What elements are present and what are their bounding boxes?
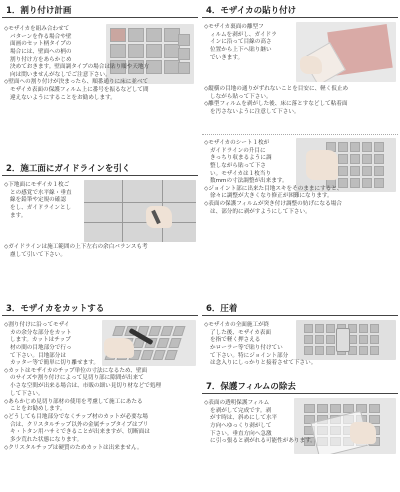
text-line: モザイカ表面の保護フィルム上に番号を振るなどして間 (10, 87, 149, 94)
text-line: ◇どうしても目地部分でなくチップ材のカットが必要な場 (4, 413, 148, 420)
section-6 (202, 300, 398, 372)
text-line: 向は問いませんがなしでご注意下さい。 (10, 71, 111, 78)
text-line: キ・トタン用ハサミできることが出来ますが、切断面は (10, 429, 150, 436)
text-line: ◇表面の透明保護フィルム (204, 400, 270, 406)
text-line: 小さな空間が出来る場合は、市販の細い見切り材などで処理 (10, 383, 162, 390)
section-7-text-bottom (204, 438, 396, 446)
text-line: パターンを作る場合や壁 (10, 33, 72, 40)
text-line: 割り付け方をあらかじめ (10, 56, 72, 63)
guide-line-horizontal (84, 222, 196, 223)
text-line: かローラー等で貼り付けてい (210, 345, 283, 352)
peeling-film-photo (296, 22, 396, 82)
text-line: ◇表面の保護フィルムが突き付け調整の妨げになる場合 (204, 201, 342, 208)
text-line: に引っ張ると剥がれる可能性があります。 (210, 438, 316, 444)
text-line: を剥がして完成です。剥 (210, 407, 272, 414)
section-3-header (2, 300, 198, 316)
section-4-text-d (204, 178, 396, 217)
text-line: ◇モザイカ裏面の離型フ (204, 24, 264, 30)
text-line: は、部分的に剥がすようにして下さい。 (210, 208, 311, 215)
text-line: 面画のセット柄タイプの (10, 41, 72, 48)
section-1-text-bottom (4, 64, 196, 103)
text-line: 慮して引いて下さい。 (10, 251, 66, 258)
guide-line-horizontal (84, 202, 196, 203)
text-line: を汚さないように注意して下さい。 (210, 109, 300, 116)
section-3-title: 3．モザイカをカットする (6, 304, 105, 314)
text-line: 方向へゆっくり剥がして (210, 423, 272, 430)
section-7 (202, 378, 398, 490)
text-line: のサイズや割り付けによって見切り部に隙間が出来て (10, 375, 144, 382)
section-7-text (204, 400, 292, 439)
text-line: しながら貼って下さい。 (210, 93, 272, 100)
divider (202, 134, 398, 136)
text-line: 多少荒れた状態になります。 (10, 437, 83, 444)
text-line: 材の間の目地部分で行っ (10, 345, 72, 352)
text-line: ◇離型フィルムを剥がした後、床に落とすなどして粘着面 (204, 101, 348, 108)
section-1-title: 1．割り付け計画 (6, 6, 72, 16)
section-6-header (202, 300, 398, 316)
text-line: 場合には、壁面への柄の (10, 49, 72, 56)
text-line: を指で軽く押さえる (210, 337, 261, 344)
text-line: がす時は、斜めにして水平 (210, 415, 278, 422)
text-line: ◇ジョイント部に出来た目地スキをそのままにすると、 (204, 185, 343, 192)
text-line: ◇モザイカのシート１枚が (204, 140, 270, 146)
text-line: カッター等で簡単に切り離せます。 (10, 360, 99, 366)
text-line: て下さい。目地部分は (10, 352, 66, 359)
text-line: との感覚で水平線・垂直 (10, 189, 72, 196)
hand (146, 206, 172, 228)
text-line: い。モザイカは１枚当り (210, 170, 271, 177)
text-line: ◇割り付けに沿ってモザイ (4, 322, 70, 328)
text-line: は念入りにしっかりと接着させて下さい。 (210, 360, 317, 366)
section-3-text-top (4, 322, 104, 361)
section-6-title: 6．圧着 (206, 304, 238, 314)
text-line: 決めておきます。壁面調タイプの場合は貼り順や天地方 (10, 64, 150, 70)
text-line: 了した後、モザイカ表面 (210, 329, 271, 336)
text-line: カの余分な部分をカット (10, 329, 72, 336)
section-2-text-top (4, 182, 82, 221)
text-line: ◇下地面にモザイカ１枚ご (4, 182, 70, 188)
text-line: ガイドラインの升目に (210, 147, 266, 154)
hand (306, 150, 338, 180)
section-3-text-bottom (4, 360, 196, 452)
text-line: ◇カットはモザイカのチップ単位の寸法になるため、壁面 (4, 367, 148, 374)
section-4-text-b (204, 86, 396, 117)
text-line: ◇あらかじめ見切り部材の使用を考慮して施工にあたる (4, 398, 143, 405)
section-1 (2, 2, 198, 154)
section-4 (202, 2, 398, 277)
text-line: して下さい。 (10, 390, 44, 397)
roller-photo (296, 320, 396, 360)
section-1-text-top (4, 26, 104, 65)
section-4-title: 4．モザイカの貼り付け (206, 6, 297, 16)
text-line: 整しながら貼って下さ (210, 163, 266, 170)
hand (300, 56, 322, 74)
text-line: ことをお勧めします。 (10, 406, 66, 413)
guide-line-vertical (122, 180, 123, 242)
section-6-text-bottom (204, 360, 396, 368)
section-4-header (202, 2, 398, 18)
text-line: ◇縦横の目地の通りがずれないことを目安に、軽く仮止め (204, 86, 349, 92)
section-7-header (202, 378, 398, 394)
section-7-title: 7．保護フィルムの除去 (206, 382, 296, 392)
text-line: て下さい。特にジョイント部分 (210, 352, 289, 359)
text-line: きっちり収まるように調 (210, 155, 272, 162)
text-line: ◇クリスタルチップは硬質のためカットは出来ません。 (4, 444, 143, 451)
guideline-photo (84, 180, 196, 242)
text-line: ◇モザイカを組み合わせて (4, 26, 70, 32)
text-line: ◇モザイカの全面施工が終 (204, 322, 270, 328)
text-line: ◇ガイドラインは施工範囲の上下左右の余白バランスも考 (4, 244, 148, 250)
text-line: 下さい。垂直方向へ急激 (210, 430, 272, 437)
text-line: ます。 (10, 212, 27, 219)
section-2 (2, 160, 198, 275)
section-1-header (2, 2, 198, 18)
text-line: をし、ガイドラインとし (10, 205, 72, 212)
text-line: 線を鉛筆や定規の確認 (10, 197, 66, 204)
hand (104, 338, 134, 358)
text-line: 位置から上下へ貼り継い (210, 47, 272, 54)
section-6-text (204, 322, 294, 361)
text-line: ◇壁面への割り付けが決まったら、順番通りに床に並べて (4, 79, 149, 86)
section-2-title: 2．施工面にガイドラインを引く (6, 164, 131, 174)
text-line: インに沿って目線の高さ (210, 39, 272, 46)
text-line: ィルムを剥がし、ガイドラ (210, 31, 277, 38)
text-line: 徐々に調整が大きくなり修正が困難になります。 (210, 193, 333, 200)
text-line: でいきます。 (210, 54, 244, 61)
text-line: 合は、クリスタルチップ以外の金属チップタイプはブリ (10, 421, 149, 428)
section-4-text-c (204, 140, 298, 179)
text-line: 違えないようにすることをお勧めします。 (10, 94, 116, 101)
text-line: します。カットはチップ (10, 337, 71, 344)
section-4-text-a (204, 24, 294, 63)
text-line: 数mmの寸法調整が出来ます。 (210, 178, 288, 184)
roller-icon (336, 328, 350, 352)
section-2-header (2, 160, 198, 176)
section-3 (2, 300, 198, 490)
section-2-text-bottom (4, 244, 196, 259)
